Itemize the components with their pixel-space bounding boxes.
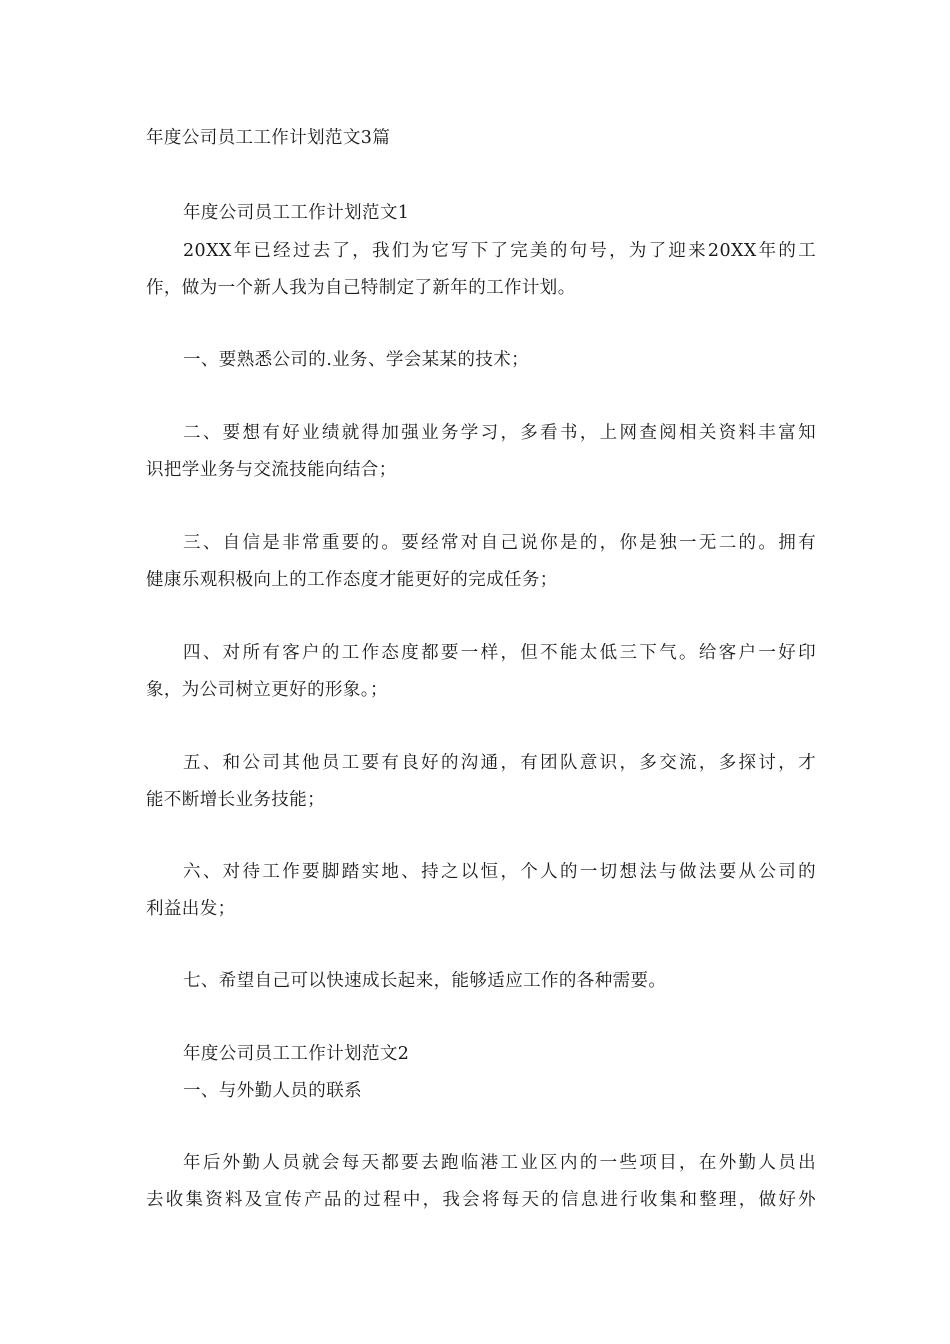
- plan-item-4-line-2: 象，为公司树立更好的形象。；: [146, 680, 388, 700]
- plan-item-2-line-1: 二、要想有好业绩就得加强业务学习，多看书，上网查阅相关资料丰富知: [183, 423, 816, 443]
- section-2-para-line-2: 去收集资料及宣传产品的过程中，我会将每天的信息进行收集和整理，做好外: [146, 1190, 816, 1210]
- section-1-intro-line-1: 20XX年已经过去了，我们为它写下了完美的句号，为了迎来20XX年的工: [183, 241, 816, 261]
- plan-item-6-line-2: 利益出发；: [146, 899, 236, 919]
- plan-item-1: 一、要熟悉公司的.业务、学会某某的技术；: [183, 350, 530, 370]
- section-1-intro-line-2: 作，做为一个新人我为自己特制定了新年的工作计划。: [146, 278, 576, 298]
- plan-item-3-line-2: 健康乐观积极向上的工作态度才能更好的完成任务；: [146, 570, 558, 590]
- section-2-heading: 年度公司员工工作计划范文2: [183, 1044, 410, 1064]
- plan-item-3-line-1: 三、自信是非常重要的。要经常对自己说你是的，你是独一无二的。拥有: [183, 533, 816, 553]
- plan-item-5-line-2: 能不断增长业务技能；: [146, 790, 325, 810]
- section-1-heading: 年度公司员工工作计划范文1: [183, 203, 410, 223]
- section-2-para-line-1: 年后外勤人员就会每天都要去跑临港工业区内的一些项目，在外勤人员出: [183, 1153, 816, 1173]
- plan-item-7: 七、希望自己可以快速成长起来，能够适应工作的各种需要。: [183, 971, 667, 991]
- plan-item-4-line-1: 四、对所有客户的工作态度都要一样，但不能太低三下气。给客户一好印: [183, 643, 816, 663]
- plan-item-2-line-2: 识把学业务与交流技能向结合；: [146, 460, 397, 480]
- section-2-subheading: 一、与外勤人员的联系: [183, 1081, 362, 1101]
- document-title: 年度公司员工工作计划范文3篇: [146, 128, 391, 148]
- plan-item-6-line-1: 六、对待工作要脚踏实地、持之以恒，个人的一切想法与做法要从公司的: [183, 862, 816, 882]
- plan-item-5-line-1: 五、和公司其他员工要有良好的沟通，有团队意识，多交流，多探讨，才: [183, 753, 816, 773]
